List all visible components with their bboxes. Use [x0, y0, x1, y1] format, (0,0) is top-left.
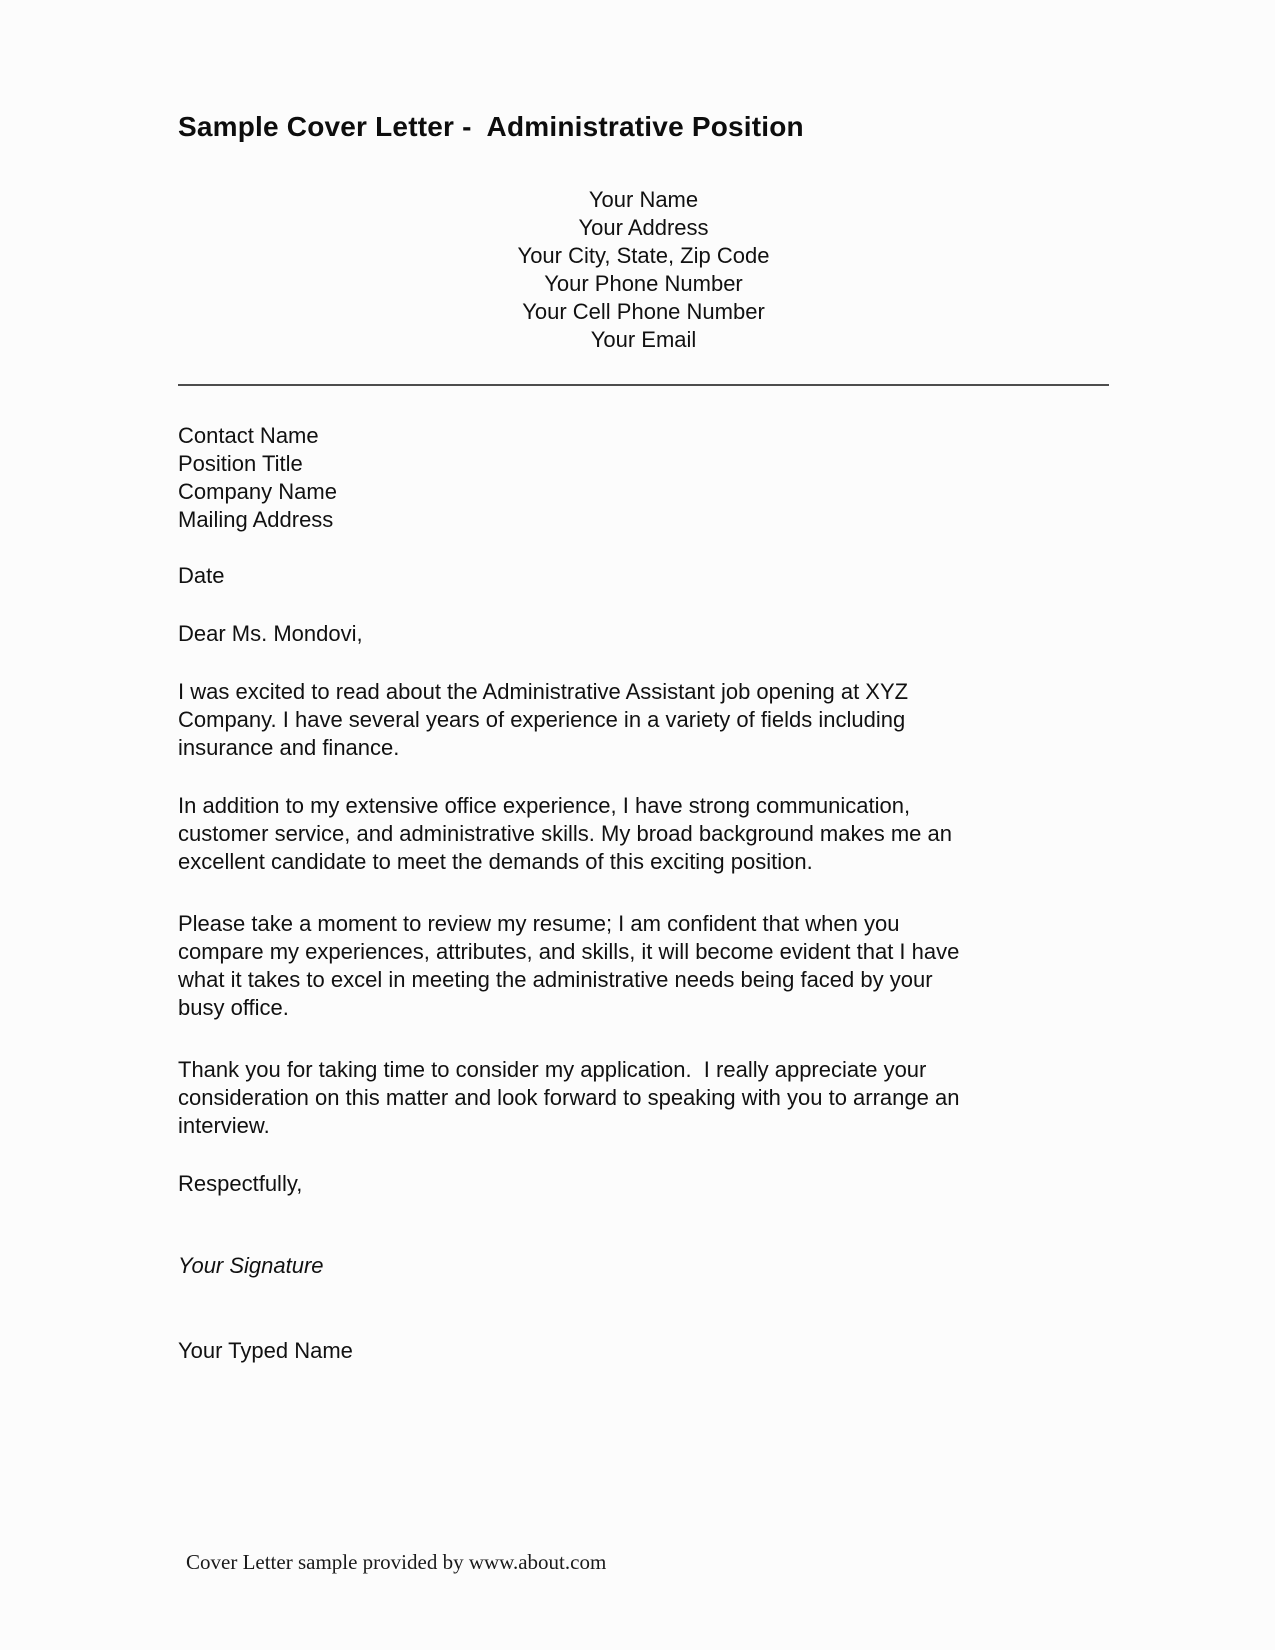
text-line: Your Name [588, 187, 699, 212]
text-line: excellent candidate to meet the demands of this exciting position. [178, 849, 813, 874]
body-paragraph-4 [178, 1056, 1109, 1140]
text-line: I was excited to read about the Administrative Assistant job opening at XYZ [178, 679, 909, 704]
letter-content [178, 112, 1109, 1365]
body-paragraph-1 [178, 678, 1109, 762]
text-line: what it takes to excel in meeting the administrative needs being faced by your [178, 967, 933, 992]
body-paragraph-2 [178, 792, 1109, 876]
text-line: insurance and finance. [178, 735, 400, 760]
signature-placeholder: Your Signature [178, 1253, 324, 1278]
text-line: Contact Name [178, 423, 319, 448]
date-placeholder: Date [178, 563, 225, 588]
text-line: compare my experiences, attributes, and skills, it will become evident that I have [178, 939, 960, 964]
text-line: Thank you for taking time to consider my application. I really appreciate your [178, 1057, 927, 1082]
text-line: Mailing Address [178, 507, 334, 532]
text-line: customer service, and administrative skills. My broad background makes me an [178, 821, 952, 846]
text-line: Please take a moment to review my resume; I am confident that when you [178, 911, 900, 936]
header-divider-line [178, 384, 1109, 386]
text-line: Your Address [578, 215, 709, 240]
text-line: Position Title [178, 451, 303, 476]
typed-name-placeholder: Your Typed Name [178, 1338, 353, 1363]
text-line: Company Name [178, 479, 337, 504]
text-line: In addition to my extensive office experience, I have strong communication, [178, 793, 911, 818]
letter-title: Sample Cover Letter - Administrative Position [178, 111, 804, 142]
salutation: Dear Ms. Mondovi, [178, 621, 363, 646]
closing-line: Respectfully, [178, 1171, 303, 1196]
text-line: Your Cell Phone Number [522, 299, 765, 324]
text-line: busy office. [178, 995, 289, 1020]
text-line: interview. [178, 1113, 270, 1138]
text-line: consideration on this matter and look forward to speaking with you to arrange an [178, 1085, 960, 1110]
text-line: Your City, State, Zip Code [517, 243, 770, 268]
recipient-address-block [178, 422, 1109, 534]
text-line: Your Email [590, 327, 697, 352]
footer-credit: Cover Letter sample provided by www.about.com [186, 1550, 607, 1574]
text-line: Company. I have several years of experience in a variety of fields including [178, 707, 906, 732]
sender-address-block [178, 186, 1109, 354]
text-line: Your Phone Number [544, 271, 743, 296]
body-paragraph-3 [178, 910, 1109, 1022]
